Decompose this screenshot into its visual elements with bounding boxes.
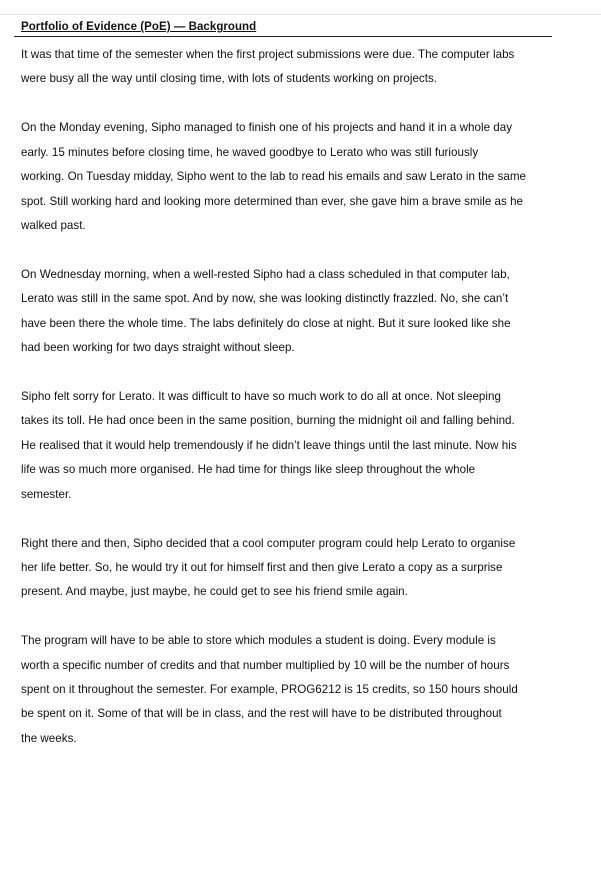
- text-line: life was so much more organised. He had time for things like sleep throughout the whole: [21, 463, 476, 477]
- text-line: were busy all the way until closing time, with lots of students working on projects.: [21, 72, 438, 86]
- paragraph-6: [21, 629, 581, 751]
- text-line: spent on it throughout the semester. For example, PROG6212 is 15 credits, so 150 hours should: [21, 683, 518, 697]
- text-line: spot. Still working hard and looking more determined than ever, she gave him a brave smile as he: [21, 194, 524, 208]
- section-title: Portfolio of Evidence (PoE) — Background: [21, 21, 257, 33]
- text-line: have been there the whole time. The labs definitely do close at night. But it sure looked like she: [21, 316, 511, 330]
- paragraph-4: [21, 385, 581, 507]
- text-line: Sipho felt sorry for Lerato. It was difficult to have so much work to do all at once. Not sleeping: [21, 389, 501, 403]
- top-divider: [0, 14, 601, 15]
- text-line: On the Monday evening, Sipho managed to finish one of his projects and hand it in a whole day: [21, 121, 513, 135]
- text-line: her life better. So, he would try it out for himself first and then give Lerato a copy as a surprise: [21, 560, 503, 574]
- text-line: early. 15 minutes before closing time, he waved goodbye to Lerato who was still furiously: [21, 145, 479, 159]
- text-line: semester.: [21, 487, 72, 501]
- text-line: be spent on it. Some of that will be in class, and the rest will have to be distributed throughout: [21, 707, 502, 721]
- section-header: [14, 20, 552, 37]
- text-line: had been working for two days straight without sleep.: [21, 341, 295, 355]
- paragraph-1: [21, 43, 581, 92]
- text-line: takes its toll. He had once been in the same position, burning the midnight oil and falling behind.: [21, 414, 515, 428]
- text-line: On Wednesday morning, when a well-rested Sipho had a class scheduled in that computer lab,: [21, 267, 510, 281]
- text-line: worth a specific number of credits and that number multiplied by 10 will be the number of hours: [21, 658, 510, 672]
- text-line: He realised that it would help tremendously if he didn’t leave things until the last minute. Now his: [21, 438, 517, 452]
- text-line: The program will have to be able to store which modules a student is doing. Every module is: [21, 634, 496, 648]
- paragraph-3: [21, 263, 581, 361]
- text-line: working. On Tuesday midday, Sipho went to the lab to read his emails and saw Lerato in the same: [21, 170, 526, 184]
- text-line: It was that time of the semester when the first project submissions were due. The computer labs: [21, 48, 515, 61]
- paragraph-5: [21, 532, 581, 605]
- text-line: present. And maybe, just maybe, he could get to see his friend smile again.: [21, 585, 408, 599]
- body-text: [21, 43, 581, 776]
- text-line: Right there and then, Sipho decided that a cool computer program could help Lerato to organise: [21, 536, 516, 550]
- paragraph-2: [21, 116, 581, 238]
- text-line: walked past.: [21, 218, 86, 232]
- text-line: Lerato was still in the same spot. And by now, she was looking distinctly frazzled. No, she can’t: [21, 292, 509, 306]
- text-line: the weeks.: [21, 731, 77, 745]
